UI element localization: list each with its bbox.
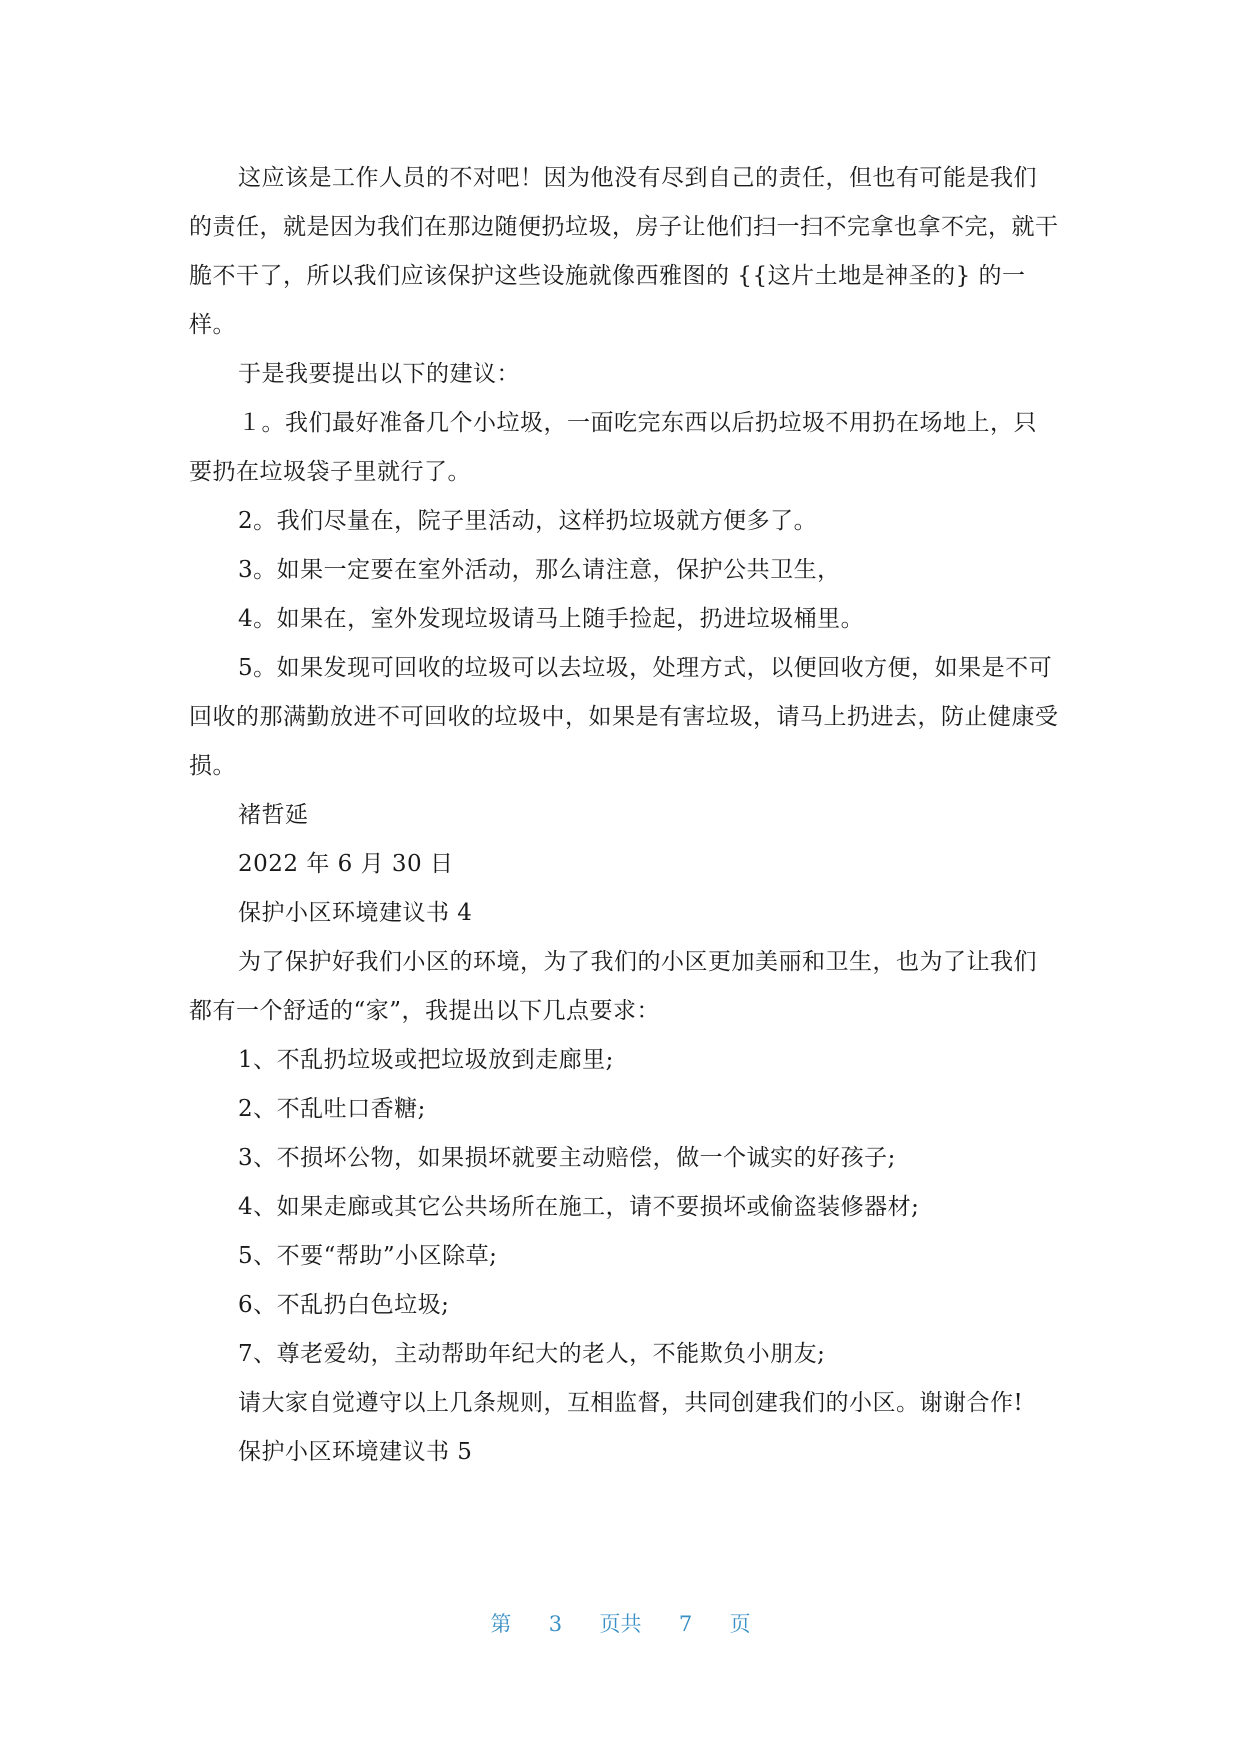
paragraph-suggestions-intro: 于是我要提出以下的建议： xyxy=(238,361,520,387)
requirement-item-2: 2、不乱吐口香糖; xyxy=(238,1096,426,1122)
footer-suffix: 页 xyxy=(729,1612,751,1636)
suggestion-item-3: 3。如果一定要在室外活动，那么请注意，保护公共卫生， xyxy=(238,557,841,583)
requirement-item-6: 6、不乱扔白色垃圾; xyxy=(238,1292,450,1318)
requirement-item-1: 1、不乱扔垃圾或把垃圾放到走廊里; xyxy=(238,1047,614,1073)
suggestion-item-4: 4。如果在，室外发现垃圾请马上随手捡起，扔进垃圾桶里。 xyxy=(238,606,865,632)
paragraph-responsibility: 这应该是工作人员的不对吧！因为他没有尽到自己的责任，但也有可能是我们的责任，就是因为我们在那边随便扔垃圾，房子让他们扫一扫不完拿也拿不完，就干脆不干了，所以我们应该保护这些设施就像西雅图的 {{这片土地是神圣的} 的一样。 xyxy=(189,165,1059,338)
footer-total-pages: 7 xyxy=(678,1612,693,1636)
section-heading-4: 保护小区环境建议书 4 xyxy=(238,900,473,926)
requirement-item-7: 7、尊老爱幼，主动帮助年纪大的老人，不能欺负小朋友; xyxy=(238,1341,826,1367)
suggestion-item-5: 5。如果发现可回收的垃圾可以去垃圾，处理方式，以便回收方便，如果是不可回收的那满勤放进不可回收的垃圾中，如果是有害垃圾，请马上扔进去，防止健康受损。 xyxy=(189,655,1059,779)
suggestion-item-2: 2。我们尽量在，院子里活动，这样扔垃圾就方便多了。 xyxy=(238,508,818,534)
closing-paragraph: 请大家自觉遵守以上几条规则，互相监督，共同创建我们的小区。谢谢合作! xyxy=(238,1390,1024,1416)
signature-date: 2022 年 6 月 30 日 xyxy=(238,851,454,877)
requirement-item-5: 5、不要“帮助”小区除草; xyxy=(238,1243,498,1269)
requirement-item-4: 4、如果走廊或其它公共场所在施工，请不要损坏或偷盗装修器材; xyxy=(238,1194,920,1220)
document-body xyxy=(189,154,1059,1477)
section-heading-5: 保护小区环境建议书 5 xyxy=(238,1439,473,1465)
page-footer xyxy=(0,1608,1241,1638)
author-signature: 褚哲延 xyxy=(238,802,309,828)
footer-current-page: 3 xyxy=(548,1612,563,1636)
paragraph-intro-4: 为了保护好我们小区的环境，为了我们的小区更加美丽和卫生，也为了让我们都有一个舒适的“家”，我提出以下几点要求： xyxy=(189,949,1037,1024)
requirement-item-3: 3、不损坏公物，如果损坏就要主动赔偿，做一个诚实的好孩子; xyxy=(238,1145,896,1171)
suggestion-item-1: １。我们最好准备几个小垃圾，一面吃完东西以后扔垃圾不用扔在场地上，只要扔在垃圾袋子里就行了。 xyxy=(189,410,1037,485)
footer-prefix: 第 xyxy=(490,1612,512,1636)
footer-middle: 页共 xyxy=(599,1612,642,1636)
